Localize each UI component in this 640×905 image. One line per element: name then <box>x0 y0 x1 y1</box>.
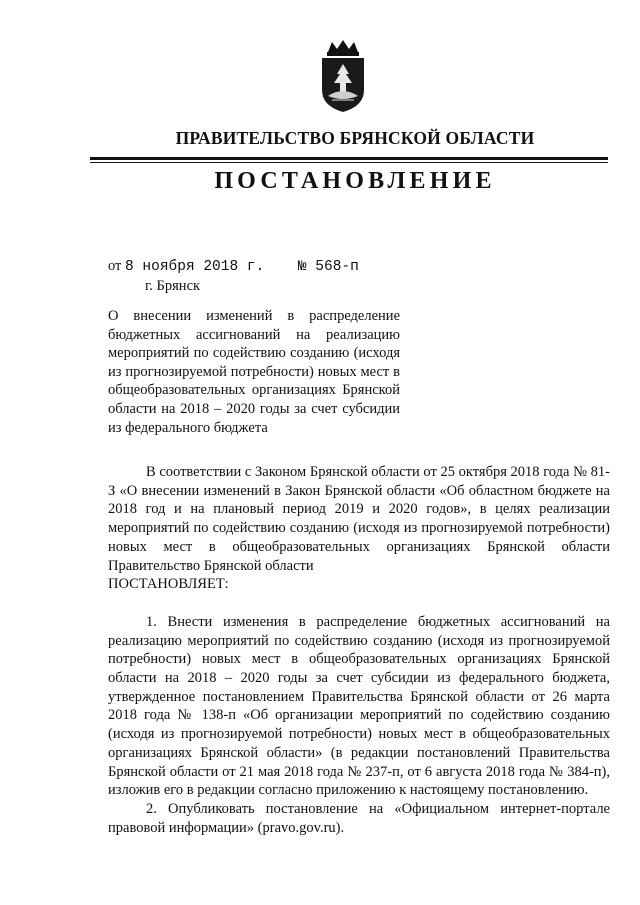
date-prefix: от <box>108 258 122 274</box>
date-number-line <box>108 258 359 275</box>
document-date: 8 ноября 2018 г. <box>125 259 265 275</box>
resolves-line: ПОСТАНОВЛЯЕТ: <box>108 576 229 593</box>
organization-title: ПРАВИТЕЛЬСТВО БРЯНСКОЙ ОБЛАСТИ <box>175 128 535 148</box>
coat-of-arms-icon <box>318 40 368 114</box>
preamble-paragraph: В соответствии с Законом Брянской области от 25 октября 2018 года № 81-З «О внесении изменений в Закон Брянской области «Об областном бюджете на 2018 год и на плановый период 2019 и 2020 годов», в целях реализации мероприятий по содействию созданию (исходя из прогнозируемой потребности) новых мест в общеобразовательных организациях Брянской области Правительство Брянской области <box>108 464 610 574</box>
header-rule-thin <box>90 162 608 163</box>
header-rule-thick <box>90 157 608 160</box>
item-2-paragraph: 2. Опубликовать постановление на «Официальном интернет-портале правовой информации» (pravo.gov.ru). <box>108 800 610 836</box>
document-type-title: ПОСТАНОВЛЕНИЕ <box>214 168 496 194</box>
document-number: № 568-п <box>297 259 359 275</box>
item-1-paragraph: 1. Внести изменения в распределение бюджетных ассигнований на реализацию мероприятий по содействию созданию (исходя из прогнозируемой потребности) новых мест в общеобразовательных организациях Брянской области на 2018 – 2020 годы за счет субсидии из федерального бюджета, утвержденное постановлением Правительства Брянской области от 26 марта 2018 года № 138-п «Об организации мероприятий по содействию созданию (исходя из прогнозируемой потребности) новых мест в общеобразовательных организациях Брянской области» (в редакции постановлений Правительства Брянской области от 21 мая 2018 года № 237-п, от 6 августа 2018 года № 384-п), изложив его в редакции согласно приложению к настоящему постановлению. <box>108 613 610 799</box>
document-body <box>108 463 610 837</box>
document-city: г. Брянск <box>145 278 201 294</box>
document-subject: О внесении изменений в распределение бюджетных ассигнований на реализацию мероприятий по содействию созданию (исходя из прогнозируемой потребности) новых мест в общеобразовательных организациях Брянской области на 2018 – 2020 годы за счет субсидии из федерального бюджета <box>108 308 400 436</box>
